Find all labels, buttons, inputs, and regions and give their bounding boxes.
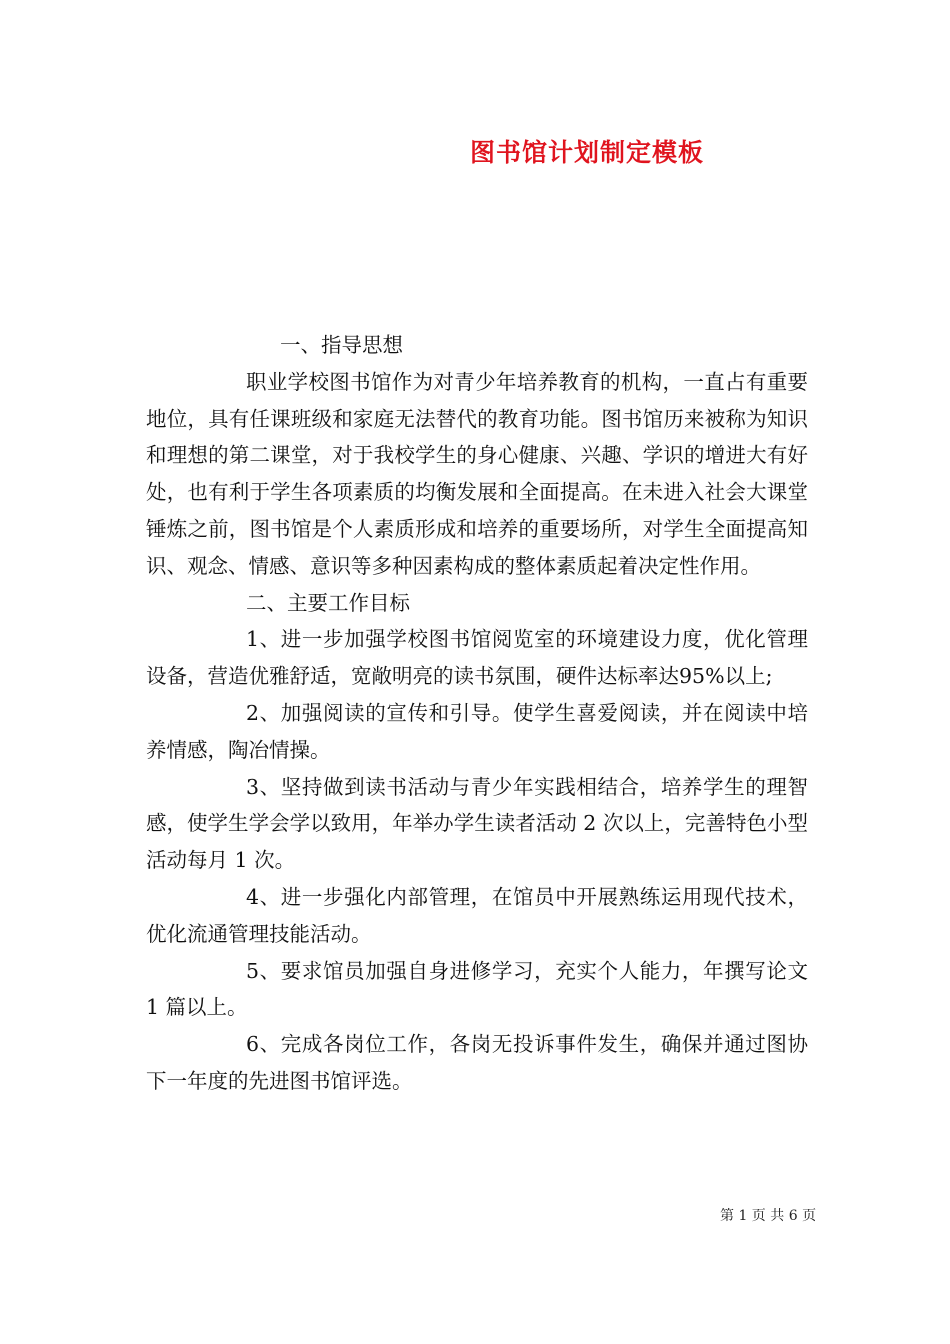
page-number-footer: 第 1 页 共 6 页 — [720, 1208, 817, 1224]
goal-item-1: 1、进一步加强学校图书馆阅览室的环境建设力度，优化管理设备，营造优雅舒适，宽敞明亮的读书氛围，硬件达标率达95%以上; — [146, 627, 808, 689]
document-body — [146, 327, 808, 1100]
section-heading-main-goals: 二、主要工作目标 — [246, 590, 410, 615]
goal-item-3: 3、坚持做到读书活动与青少年实践相结合，培养学生的理智感，使学生学会学以致用，年举办学生读者活动 2 次以上，完善特色小型活动每月 1 次。 — [146, 774, 808, 873]
goal-item-5: 5、要求馆员加强自身进修学习，充实个人能力，年撰写论文 1 篇以上。 — [146, 958, 808, 1020]
document-title: 图书馆计划制定模板 — [470, 138, 705, 167]
paragraph-guiding-ideology: 职业学校图书馆作为对青少年培养教育的机构，一直占有重要地位，具有任课班级和家庭无法替代的教育功能。图书馆历来被称为知识和理想的第二课堂，对于我校学生的身心健康、兴趣、学识的增进大有好处，也有利于学生各项素质的均衡发展和全面提高。在未进入社会大课堂锤炼之前，图书馆是个人素质形成和培养的重要场所，对学生全面提高知识、观念、情感、意识等多种因素构成的整体素质起着决定性作用。 — [146, 369, 808, 578]
goal-item-4: 4、进一步强化内部管理，在馆员中开展熟练运用现代技术，优化流通管理技能活动。 — [146, 884, 808, 946]
section-heading-guiding-ideology: 一、指导思想 — [280, 333, 403, 357]
goal-item-2: 2、加强阅读的宣传和引导。使学生喜爱阅读，并在阅读中培养情感，陶冶情操。 — [146, 700, 808, 762]
goal-item-6: 6、完成各岗位工作，各岗无投诉事件发生，确保并通过图协下一年度的先进图书馆评选。 — [146, 1032, 808, 1093]
